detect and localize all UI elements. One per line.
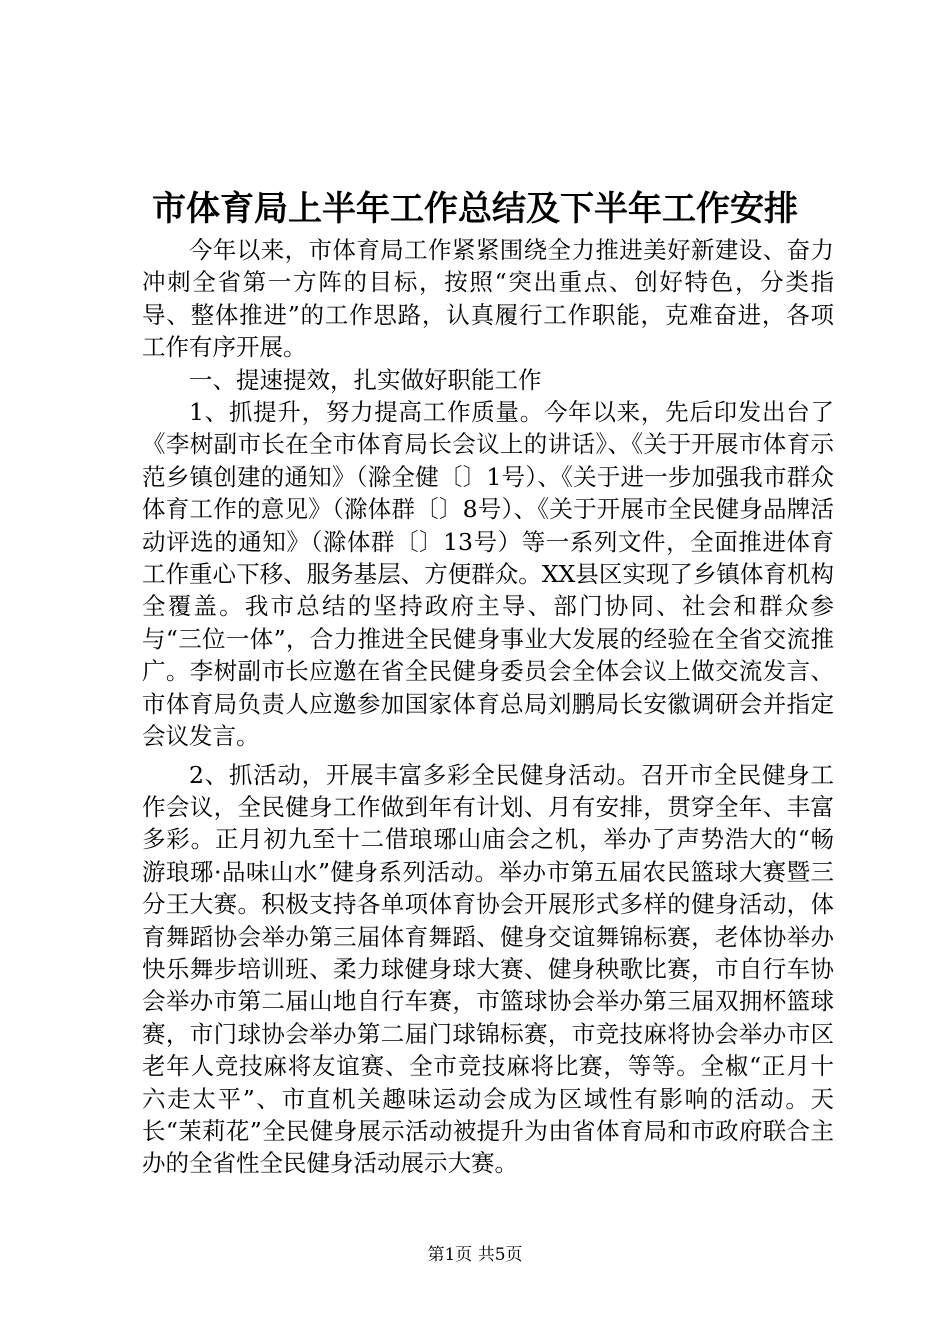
paragraph-item-2: 2、抓活动，开展丰富多彩全民健身活动。召开市全民健身工作会议，全民健身工作做到年有计划、月有安排，贯穿全年、丰富多彩。正月初九至十二借琅琊山庙会之机，举办了声势浩大的“畅游琅琊·品味山水”健身系列活动。举办市第五届农民篮球大赛暨三分王大赛。积极支持各单项体育协会开展形式多样的健身活动，体育舞蹈协会举办第三届体育舞蹈、健身交谊舞锦标赛，老体协举办快乐舞步培训班、柔力球健身球大赛、健身秧歌比赛，市自行车协会举办市第二届山地自行车赛，市篮球协会举办第三届双拥杯篮球赛，市门球协会举办第二届门球锦标赛，市竞技麻将协会举办市区老年人竞技麻将友谊赛、全市竞技麻将比赛，等等。全椒“正月十六走太平”、市直机关趣味运动会成为区域性有影响的活动。天长“茉莉花”全民健身展示活动被提升为由省体育局和市政府联合主办的全省性全民健身活动展示大赛。 xyxy=(142,760,834,1178)
page-number-footer: 第1页 共5页 xyxy=(427,1245,523,1265)
document-body xyxy=(142,234,834,1180)
paragraph-item-1: 1、抓提升，努力提高工作质量。今年以来，先后印发出台了《李树副市长在全市体育局长会议上的讲话》、《关于开展市体育示范乡镇创建的通知》（滁全健〔〕1号）、《关于进一步加强我市群众体育工作的意见》（滁体群〔〕8号）、《关于开展市全民健身品牌活动评选的通知》（滁体群〔〕13号）等一系列文件，全面推进体育工作重心下移、服务基层、方便群众。XX县区实现了乡镇体育机构全覆盖。我市总结的坚持政府主导、部门协同、社会和群众参与“三位一体”，合力推进全民健身事业大发展的经验在全省交流推广。李树副市长应邀在省全民健身委员会全体会议上做交流发言、市体育局负责人应邀参加国家体育总局刘鹏局长安徽调研会并指定会议发言。 xyxy=(142,398,834,751)
paragraph-intro: 今年以来，市体育局工作紧紧围绕全力推进美好新建设、奋力冲刺全省第一方阵的目标，按照“突出重点、创好特色，分类指导、整体推进”的工作思路，认真履行工作职能，克难奋进，各项工作有序开展。 xyxy=(142,236,834,362)
document-title: 市体育局上半年工作总结及下半年工作安排 xyxy=(152,189,798,229)
section-heading: 一、提速提效，扎实做好职能工作 xyxy=(189,365,542,394)
